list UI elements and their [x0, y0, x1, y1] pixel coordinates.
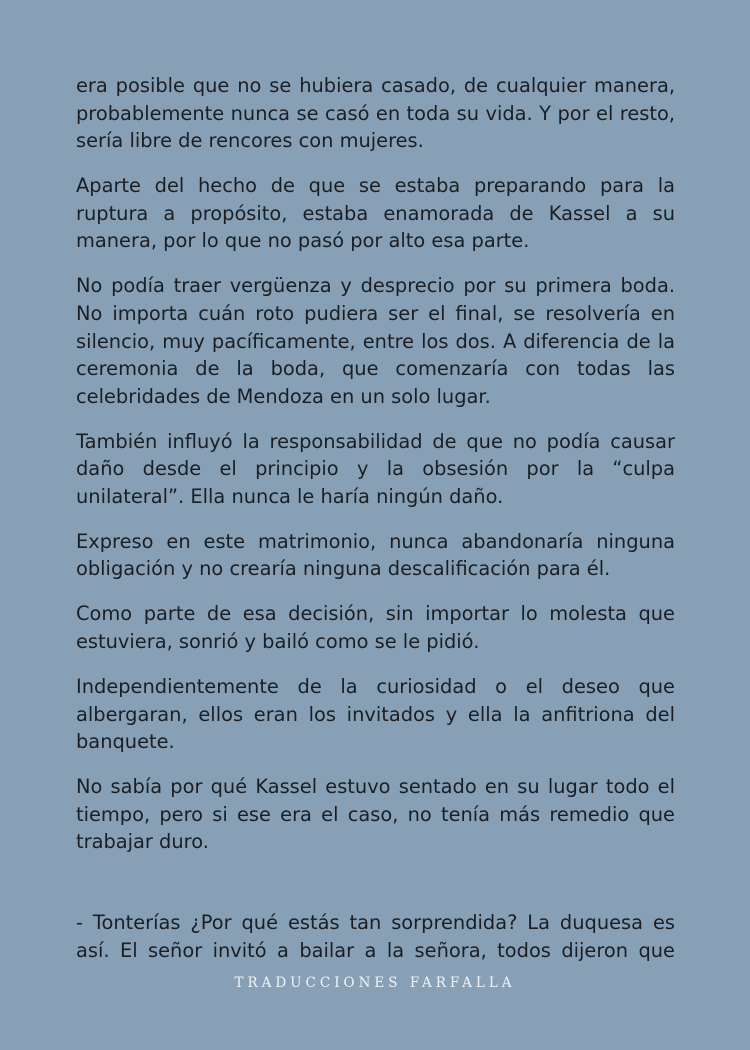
paragraph-7: Independientemente de la curiosidad o el deseo que albergaran, ellos eran los invitados y ella la anfitriona del banquete. [76, 675, 675, 754]
paragraph-4: También influyó la responsabilidad de que no podía causar daño desde el principio y la obsesión por la “culpa unilateral”. Ella nunca le haría ningún daño. [76, 429, 675, 508]
paragraph-6: Como parte de esa decisión, sin importar lo molesta que estuviera, sonrió y bailó como se le pidió. [76, 602, 675, 654]
body-text [76, 72, 675, 873]
paragraph-1: era posible que no se hubiera casado, de cualquier manera, probablemente nunca se casó en toda su vida. Y por el resto, sería libre de rencores con mujeres. [76, 74, 675, 153]
paragraph-2: Aparte del hecho de que se estaba preparando para la ruptura a propósito, estaba enamorada de Kassel a su manera, por lo que no pasó por alto esa parte. [76, 174, 675, 253]
paragraph-3: No podía traer vergüenza y desprecio por su primera boda. No importa cuán roto pudiera ser el final, se resolvería en silencio, muy pacíficamente, entre los dos. A diferencia de la ceremonia de la boda, que comenzaría con todas las celebridades de Mendoza en un solo lugar. [76, 274, 675, 408]
paragraph-8: No sabía por qué Kassel estuvo sentado en su lugar todo el tiempo, pero si ese era el caso, no tenía más remedio que trabajar duro. [76, 775, 675, 854]
paragraph-5: Expreso en este matrimonio, nunca abandonaría ninguna obligación y no crearía ninguna descalificación para él. [76, 529, 675, 581]
dialogue-line: - Tonterías ¿Por qué estás tan sorprendida? La duquesa es así. El señor invitó a bailar a la señora, todos dijeron que [76, 911, 675, 962]
footer-credit: TRADUCCIONES FARFALLA [234, 975, 516, 991]
